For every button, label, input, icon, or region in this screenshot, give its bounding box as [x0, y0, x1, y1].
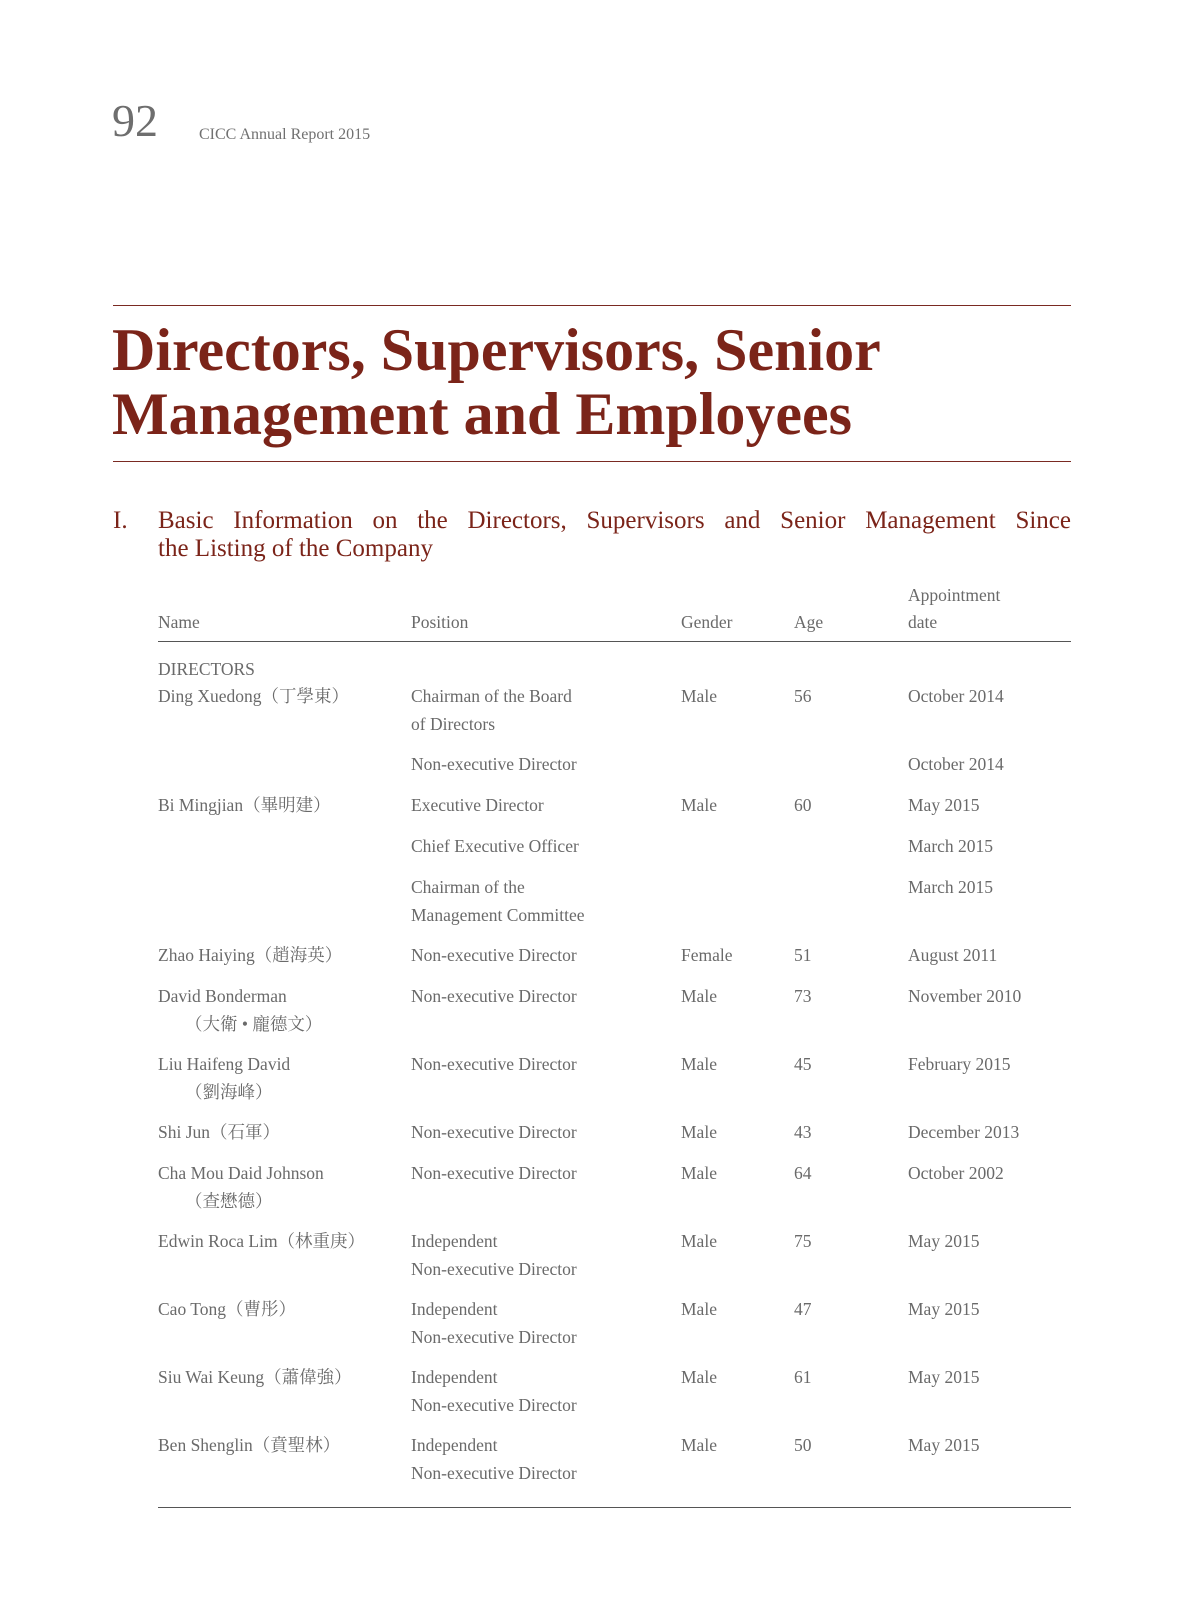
- cell-appointment-date: [908, 983, 1021, 1011]
- cell-position-line-1: Chairman of the Board: [411, 686, 572, 706]
- cell-position: [411, 1228, 577, 1283]
- title-rule-top: [113, 305, 1071, 306]
- cell-name: [158, 1432, 340, 1460]
- header-appointment-date-line-2: date: [908, 612, 938, 632]
- cell-position: [411, 942, 577, 970]
- cell-position: [411, 1051, 577, 1079]
- cell-name: [158, 1364, 352, 1392]
- cell-gender-line-1: Male: [681, 1163, 717, 1183]
- cell-gender: [681, 1432, 717, 1460]
- header-appointment-date-line-1: Appointment: [908, 585, 1001, 605]
- cell-appointment-date-line-1: May 2015: [908, 1435, 980, 1455]
- cell-position-line-2: Management Committee: [411, 904, 585, 925]
- cell-gender: [681, 983, 717, 1011]
- cell-name: [158, 1051, 290, 1106]
- cell-appointment-date: [908, 792, 979, 820]
- cell-name-line-2: （劉海峰）: [185, 1081, 273, 1102]
- cell-age: [794, 1364, 812, 1392]
- section-title-line-1: Basic Information on the Directors, Supervisors and Senior Management Since: [158, 507, 1071, 534]
- cell-position-line-2: Non-executive Director: [411, 1258, 577, 1279]
- cell-position-line-1: Non-executive Director: [411, 754, 577, 774]
- cell-appointment-date: [908, 833, 993, 861]
- cell-position: [411, 833, 579, 861]
- cell-gender-line-1: Male: [681, 1122, 717, 1142]
- cell-appointment-date-line-1: May 2015: [908, 1367, 980, 1387]
- cell-age-line-1: 43: [794, 1122, 812, 1142]
- cell-appointment-date: [908, 683, 1004, 711]
- report-title: CICC Annual Report 2015: [199, 126, 371, 143]
- cell-name: [158, 683, 349, 711]
- cell-name-line-1: Edwin Roca Lim（林重庚）: [158, 1231, 366, 1251]
- cell-name: [158, 1160, 324, 1215]
- cell-name-line-1: Liu Haifeng David: [158, 1054, 291, 1074]
- cell-appointment-date: [908, 1119, 1019, 1147]
- cell-name-line-1: Zhao Haiying（趙海英）: [158, 945, 343, 965]
- cell-gender-line-1: Male: [681, 795, 717, 815]
- cell-age-line-1: 56: [794, 686, 812, 706]
- section-title-line-2: the Listing of the Company: [158, 535, 433, 562]
- cell-position-line-2: Non-executive Director: [411, 1462, 577, 1483]
- cell-name: [158, 792, 331, 820]
- cell-appointment-date-line-1: February 2015: [908, 1054, 1011, 1074]
- cell-name: [158, 1296, 296, 1324]
- cell-age: [794, 792, 812, 820]
- cell-name-line-1: Siu Wai Keung（蕭偉強）: [158, 1367, 352, 1387]
- cell-appointment-date-line-1: May 2015: [908, 795, 980, 815]
- header-name: Name: [158, 612, 200, 632]
- cell-gender-line-1: Male: [681, 686, 717, 706]
- cell-age-line-1: 60: [794, 795, 812, 815]
- cell-name-line-1: Shi Jun（石軍）: [158, 1122, 281, 1142]
- cell-position: [411, 983, 577, 1011]
- cell-name-line-1: David Bonderman: [158, 986, 287, 1006]
- cell-appointment-date: [908, 1364, 979, 1392]
- cell-age: [794, 983, 812, 1011]
- cell-age-line-1: 45: [794, 1054, 812, 1074]
- cell-position: [411, 1364, 577, 1419]
- cell-name-line-1: Bi Mingjian（畢明建）: [158, 795, 331, 815]
- cell-appointment-date: [908, 1228, 979, 1256]
- cell-appointment-date-line-1: August 2011: [908, 945, 998, 965]
- cell-gender-line-1: Male: [681, 1231, 717, 1251]
- cell-position: [411, 1119, 577, 1147]
- cell-gender: [681, 1051, 717, 1079]
- cell-appointment-date: [908, 1160, 1004, 1188]
- cell-position-line-1: Independent: [411, 1299, 498, 1319]
- cell-position-line-1: Executive Director: [411, 795, 544, 815]
- cell-appointment-date-line-1: October 2014: [908, 754, 1004, 774]
- cell-appointment-date-line-1: May 2015: [908, 1231, 980, 1251]
- cell-gender: [681, 1119, 717, 1147]
- cell-gender: [681, 1228, 717, 1256]
- cell-position: [411, 874, 585, 929]
- cell-position: [411, 683, 572, 738]
- cell-gender: [681, 1364, 717, 1392]
- cell-gender-line-1: Female: [681, 945, 733, 965]
- section-title: [158, 507, 1071, 563]
- cell-age-line-1: 50: [794, 1435, 812, 1455]
- cell-gender-line-1: Male: [681, 986, 717, 1006]
- cell-gender-line-1: Male: [681, 1367, 717, 1387]
- cell-gender: [681, 942, 733, 970]
- cell-age-line-1: 64: [794, 1163, 812, 1183]
- cell-position-line-1: Non-executive Director: [411, 1054, 577, 1074]
- cell-position-line-1: Independent: [411, 1231, 498, 1251]
- header-position: Position: [411, 612, 469, 632]
- cell-age: [794, 1432, 812, 1460]
- header-gender: Gender: [681, 612, 733, 632]
- cell-position-line-2: Non-executive Director: [411, 1394, 577, 1415]
- header-appointment-date: [908, 582, 1000, 636]
- directors-table: [158, 584, 1071, 1508]
- cell-name-line-2: （查懋德）: [185, 1190, 273, 1211]
- cell-gender: [681, 1296, 717, 1324]
- cell-age: [794, 1051, 812, 1079]
- cell-position: [411, 792, 544, 820]
- cell-age-line-1: 75: [794, 1231, 812, 1251]
- cell-appointment-date-line-1: May 2015: [908, 1299, 980, 1319]
- cell-position-line-1: Non-executive Director: [411, 945, 577, 965]
- cell-name-line-1: Ding Xuedong（丁學東）: [158, 686, 350, 706]
- cell-age: [794, 942, 812, 970]
- cell-position-line-1: Non-executive Director: [411, 1122, 577, 1142]
- cell-name: [158, 942, 342, 970]
- title-rule-bottom: [113, 461, 1071, 462]
- cell-name-line-1: Cha Mou Daid Johnson: [158, 1163, 324, 1183]
- section-number: I.: [113, 507, 128, 534]
- cell-position-line-1: Independent: [411, 1435, 498, 1455]
- cell-age-line-1: 51: [794, 945, 812, 965]
- cell-appointment-date-line-1: November 2010: [908, 986, 1022, 1006]
- table-header: [158, 584, 1071, 642]
- cell-position-line-1: Non-executive Director: [411, 1163, 577, 1183]
- cell-name-line-1: Cao Tong（曹彤）: [158, 1299, 296, 1319]
- cell-position-line-1: Chief Executive Officer: [411, 836, 579, 856]
- cell-appointment-date: [908, 942, 997, 970]
- group-label-directors: DIRECTORS: [158, 659, 255, 679]
- table-body: [158, 642, 1071, 1508]
- cell-position-line-2: Non-executive Director: [411, 1326, 577, 1347]
- cell-position-line-1: Chairman of the: [411, 877, 525, 897]
- cell-age: [794, 1160, 812, 1188]
- cell-age: [794, 1296, 812, 1324]
- cell-position: [411, 1296, 577, 1351]
- cell-position-line-2: of Directors: [411, 713, 496, 734]
- cell-age: [794, 683, 812, 711]
- cell-gender-line-1: Male: [681, 1435, 717, 1455]
- cell-name: [158, 983, 322, 1038]
- cell-appointment-date: [908, 1051, 1011, 1079]
- cell-gender: [681, 683, 717, 711]
- cell-gender-line-1: Male: [681, 1054, 717, 1074]
- page-title: [112, 318, 1072, 446]
- cell-age-line-1: 47: [794, 1299, 812, 1319]
- cell-age-line-1: 73: [794, 986, 812, 1006]
- cell-age: [794, 1119, 812, 1147]
- cell-gender-line-1: Male: [681, 1299, 717, 1319]
- page-number: 92: [112, 95, 158, 146]
- page-title-line-2: Management and Employees: [112, 381, 852, 447]
- cell-appointment-date: [908, 751, 1004, 779]
- cell-gender: [681, 1160, 717, 1188]
- cell-appointment-date-line-1: October 2002: [908, 1163, 1004, 1183]
- cell-position: [411, 751, 577, 779]
- cell-appointment-date-line-1: March 2015: [908, 836, 994, 856]
- cell-appointment-date-line-1: October 2014: [908, 686, 1004, 706]
- cell-position-line-1: Non-executive Director: [411, 986, 577, 1006]
- cell-position: [411, 1432, 577, 1487]
- cell-appointment-date: [908, 1296, 979, 1324]
- cell-age: [794, 1228, 812, 1256]
- header-age: Age: [794, 612, 824, 632]
- cell-appointment-date-line-1: March 2015: [908, 877, 994, 897]
- page-title-line-1: Directors, Supervisors, Senior: [112, 317, 881, 383]
- cell-appointment-date: [908, 1432, 979, 1460]
- cell-appointment-date-line-1: December 2013: [908, 1122, 1020, 1142]
- cell-position: [411, 1160, 577, 1188]
- cell-name-line-1: Ben Shenglin（賁聖林）: [158, 1435, 341, 1455]
- cell-name-line-2: （大衛 • 龐德文）: [185, 1013, 323, 1034]
- cell-age-line-1: 61: [794, 1367, 812, 1387]
- cell-gender: [681, 792, 717, 820]
- cell-position-line-1: Independent: [411, 1367, 498, 1387]
- cell-name: [158, 1228, 365, 1256]
- cell-name: [158, 1119, 280, 1147]
- cell-appointment-date: [908, 874, 993, 902]
